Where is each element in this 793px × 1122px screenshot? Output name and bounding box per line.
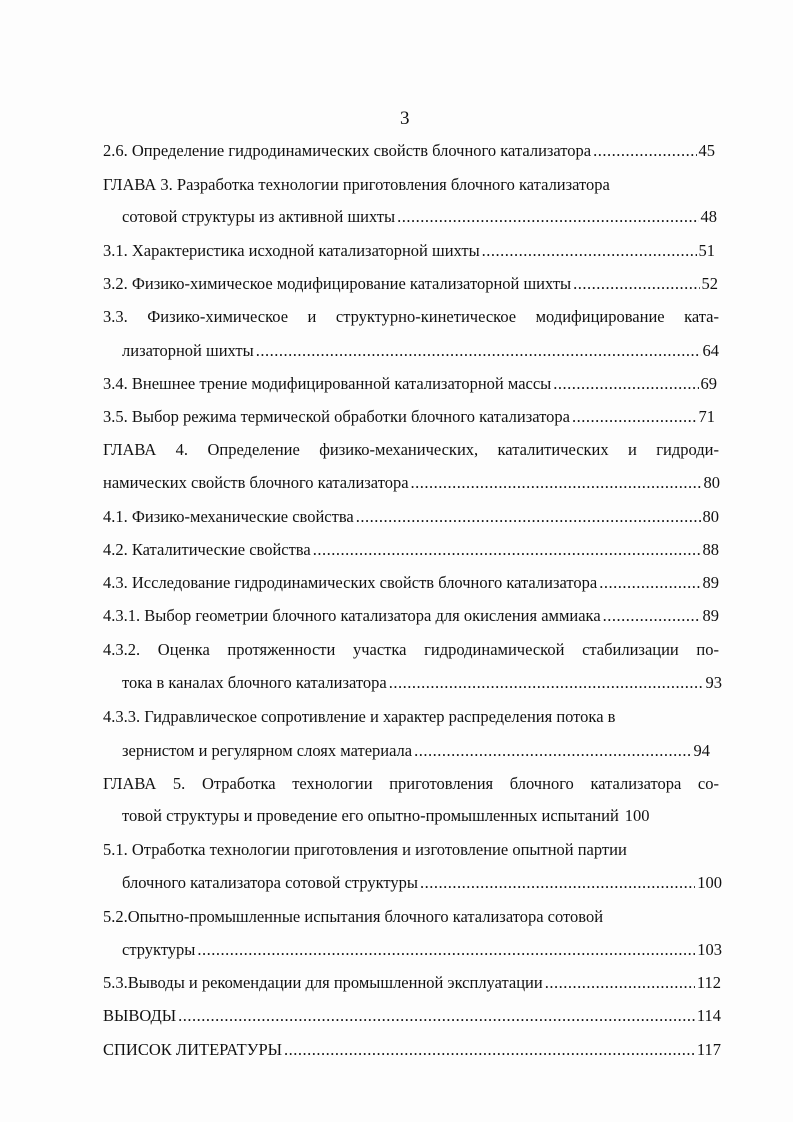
toc-entry[interactable] (122, 206, 717, 228)
toc-entry-page: 89 (702, 606, 719, 625)
toc-leader-dots (414, 740, 691, 762)
toc-entry[interactable] (103, 605, 719, 627)
toc-entry-title: лизаторной шихты (122, 341, 254, 360)
toc-leader-dots (420, 872, 695, 894)
toc-entry-title: 4.1. Физико-механические свойства (103, 507, 354, 526)
toc-entry-page: 114 (696, 1006, 721, 1025)
toc-entry-first-line: ГЛАВА 3. Разработка технологии приготовления блочного катализатора (103, 175, 610, 194)
toc-entry-title: 3.5. Выбор режима термической обработки блочного катализатора (103, 407, 570, 426)
page-number: 3 (400, 108, 410, 129)
toc-entry-page: 100 (697, 873, 722, 892)
toc-entry[interactable] (103, 406, 715, 428)
toc-entry[interactable] (103, 373, 717, 395)
toc-entry[interactable] (103, 472, 720, 494)
toc-leader-dots (197, 939, 695, 961)
toc-entry-page: 94 (693, 741, 710, 760)
toc-leader-dots (284, 1039, 695, 1061)
toc-entry-page: 69 (700, 374, 717, 393)
toc-entry[interactable] (103, 506, 719, 528)
toc-entry-page: 100 (624, 806, 650, 825)
toc-leader-dots (313, 539, 701, 561)
toc-entry-title: 4.3.1. Выбор геометрии блочного катализатора для окисления аммиака (103, 606, 601, 625)
toc-entry-page: 71 (698, 407, 715, 426)
toc-leader-dots (599, 572, 700, 594)
toc-entry-page: 45 (698, 141, 715, 160)
toc-entry-title: 5.3.Выводы и рекомендации для промышленной эксплуатации (103, 973, 543, 992)
toc-entry-title: 2.6. Определение гидродинамических свойств блочного катализатора (103, 141, 592, 160)
toc-leader-dots (573, 273, 699, 295)
toc-entry-page: 88 (702, 540, 719, 559)
toc-leader-dots (603, 605, 701, 627)
toc-entry-title: 3.2. Физико-химическое модифицирование катализаторной шихты (103, 274, 572, 293)
toc-entry-page: 93 (705, 673, 722, 692)
toc-entry-title: намических свойств блочного катализатора (103, 473, 409, 492)
toc-entry-title: зернистом и регулярном слоях материала (122, 741, 413, 760)
toc-leader-dots (545, 972, 695, 994)
toc-entry-title: блочного катализатора сотовой структуры (122, 873, 418, 892)
toc-leader-dots (356, 506, 701, 528)
toc-entry[interactable] (122, 340, 719, 362)
toc-entry-page: 80 (702, 507, 719, 526)
toc-entry[interactable] (103, 1039, 721, 1061)
toc-entry-title: сотовой структуры из активной шихты (122, 207, 396, 226)
toc-entry-title: 3.1. Характеристика исходной катализаторной шихты (103, 241, 480, 260)
toc-entry-page: 117 (696, 1040, 721, 1059)
toc-entry-first-line: 4.3.2. Оценка протяженности участка гидродинамической стабилизации по- (103, 640, 719, 659)
toc-entry[interactable] (122, 939, 722, 961)
toc-entry-first-line: ГЛАВА 4. Определение физико-механических, каталитических и гидроди- (103, 440, 719, 459)
toc-entry-title: 4.2. Каталитические свойства (103, 540, 311, 559)
toc-entry[interactable] (103, 240, 715, 262)
toc-entry[interactable] (103, 273, 718, 295)
toc-entry[interactable] (122, 805, 720, 827)
toc-leader-dots (256, 340, 701, 362)
toc-entry-page: 89 (702, 573, 719, 592)
toc-entry-page: 112 (696, 973, 721, 992)
toc-entry-title: ВЫВОДЫ (103, 1006, 177, 1025)
toc-entry-title: 4.3. Исследование гидродинамических свойств блочного катализатора (103, 573, 598, 592)
toc-entry[interactable] (103, 539, 719, 561)
toc-entry[interactable] (122, 740, 710, 762)
toc-leader-dots (411, 472, 702, 494)
toc-entry[interactable] (103, 572, 719, 594)
toc-entry-page: 103 (697, 940, 722, 959)
toc-entry-title: СПИСОК ЛИТЕРАТУРЫ (103, 1040, 283, 1059)
toc-entry[interactable] (122, 872, 722, 894)
toc-leader-dots (397, 206, 698, 228)
toc-entry-page: 52 (701, 274, 718, 293)
toc-leader-dots (593, 140, 696, 162)
toc-entry-page: 64 (702, 341, 719, 360)
toc-entry-first-line: 3.3. Физико-химическое и структурно-кинетическое модифицирование ката- (103, 307, 719, 326)
toc-entry-first-line: 5.2.Опытно-промышленные испытания блочного катализатора сотовой (103, 907, 604, 926)
toc-leader-dots (482, 240, 697, 262)
toc-entry-page: 80 (703, 473, 720, 492)
toc-leader-dots (389, 672, 704, 694)
toc-entry[interactable] (122, 672, 722, 694)
toc-entry-title: товой структуры и проведение его опытно-промышленных испытаний (122, 806, 619, 825)
toc-entry-page: 48 (700, 207, 717, 226)
toc-entry[interactable] (103, 972, 721, 994)
toc-leader-dots (553, 373, 698, 395)
toc-entry-first-line: 5.1. Отработка технологии приготовления и изготовление опытной партии (103, 840, 627, 859)
toc-entry[interactable] (103, 140, 715, 162)
toc-entry-title: тока в каналах блочного катализатора (122, 673, 387, 692)
toc-entry-page: 51 (698, 241, 715, 260)
toc-entry-first-line: 4.3.3. Гидравлическое сопротивление и характер распределения потока в (103, 707, 616, 726)
toc-leader-dots (572, 406, 697, 428)
toc-entry-title: структуры (122, 940, 196, 959)
toc-entry-title: 3.4. Внешнее трение модифицированной катализаторной массы (103, 374, 552, 393)
toc-leader-dots (178, 1005, 695, 1027)
toc-entry-first-line: ГЛАВА 5. Отработка технологии приготовления блочного катализатора со- (103, 774, 719, 793)
toc-entry[interactable] (103, 1005, 721, 1027)
